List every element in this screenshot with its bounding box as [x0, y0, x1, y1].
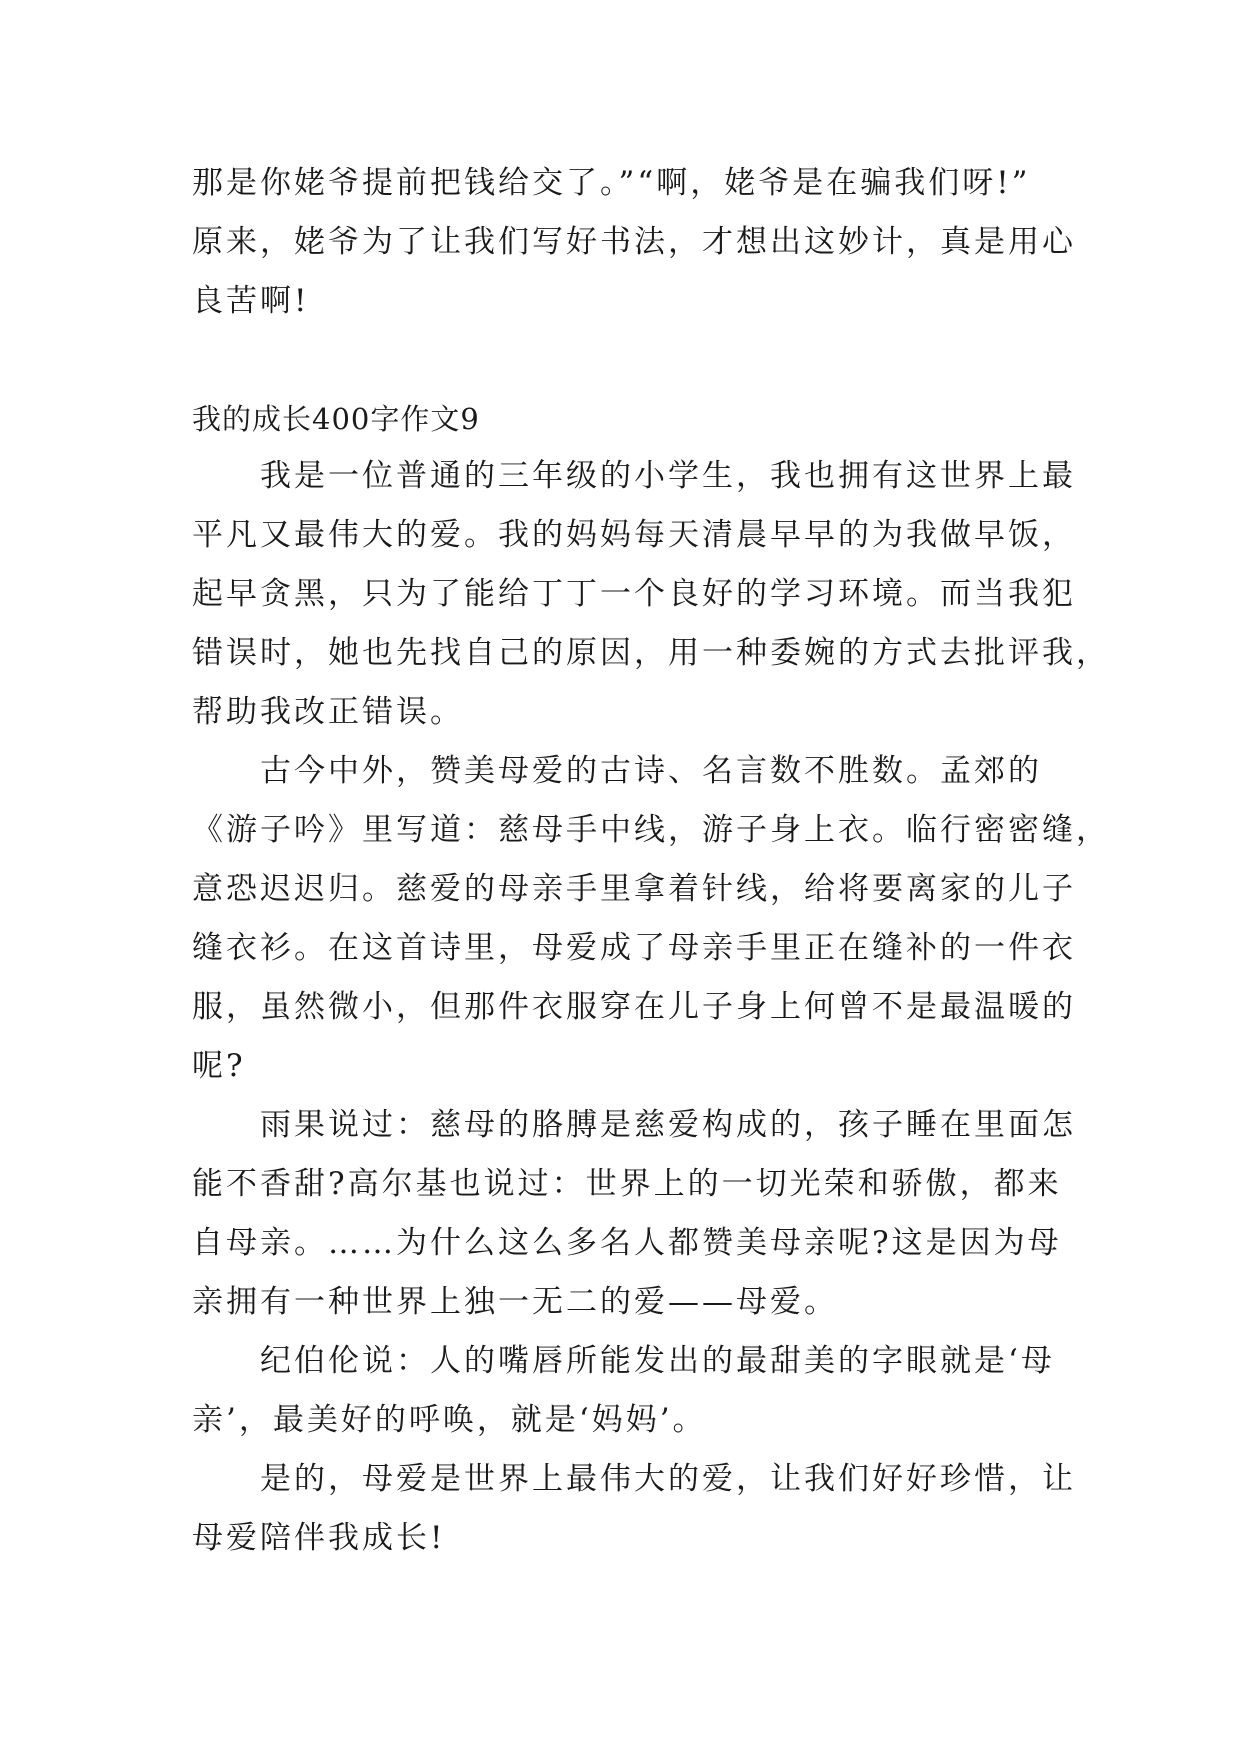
text-line: 古今中外，赞美母爱的古诗、名言数不胜数。孟郊的 — [192, 753, 1042, 789]
text-line: 缝衣衫。在这首诗里，母爱成了母亲手里正在缝补的一件衣 — [192, 930, 1076, 966]
text-line: 帮助我改正错误。 — [192, 694, 464, 730]
text-line: 亲拥有一种世界上独一无二的爱——母爱。 — [192, 1284, 838, 1320]
text-line: 是的，母爱是世界上最伟大的爱，让我们好好珍惜，让 — [192, 1461, 1076, 1497]
text-line: 呢? — [192, 1048, 246, 1084]
text-line: 能不香甜?高尔基也说过：世界上的一切光荣和骄傲，都来 — [192, 1166, 1062, 1202]
text-line: 《游子吟》里写道：慈母手中线，游子身上衣。临行密密缝， — [192, 812, 1110, 848]
text-line: 那是你姥爷提前把钱给交了。”“啊，姥爷是在骗我们呀!” — [192, 165, 1031, 201]
text-line: 原来，姥爷为了让我们写好书法，才想出这妙计，真是用心 — [192, 224, 1076, 260]
text-line: 起早贪黑，只为了能给丁丁一个良好的学习环境。而当我犯 — [192, 576, 1076, 612]
intro-paragraph — [192, 154, 1076, 331]
text-line: 良苦啊! — [192, 283, 310, 319]
text-line: 母爱陪伴我成长! — [192, 1520, 446, 1556]
text-line: 平凡又最伟大的爱。我的妈妈每天清晨早早的为我做早饭， — [192, 517, 1076, 553]
text-line: 服，虽然微小，但那件衣服穿在儿子身上何曾不是最温暖的 — [192, 989, 1076, 1025]
text-line: 自母亲。……为什么这么多名人都赞美母亲呢?这是因为母 — [192, 1225, 1062, 1261]
text-line: 纪伯伦说：人的嘴唇所能发出的最甜美的字眼就是‘母 — [192, 1343, 1055, 1379]
text-line: 雨果说过：慈母的胳膊是慈爱构成的，孩子睡在里面怎 — [192, 1107, 1076, 1143]
article-body — [192, 447, 1110, 1568]
article-title: 我的成长400字作文9 — [192, 402, 480, 436]
text-line: 意恐迟迟归。慈爱的母亲手里拿着针线，给将要离家的儿子 — [192, 871, 1076, 907]
text-line: 我是一位普通的三年级的小学生，我也拥有这世界上最 — [192, 458, 1076, 494]
text-line: 错误时，她也先找自己的原因，用一种委婉的方式去批评我， — [192, 635, 1110, 671]
text-line: 亲’，最美好的呼唤，就是‘妈妈’。 — [192, 1402, 707, 1438]
